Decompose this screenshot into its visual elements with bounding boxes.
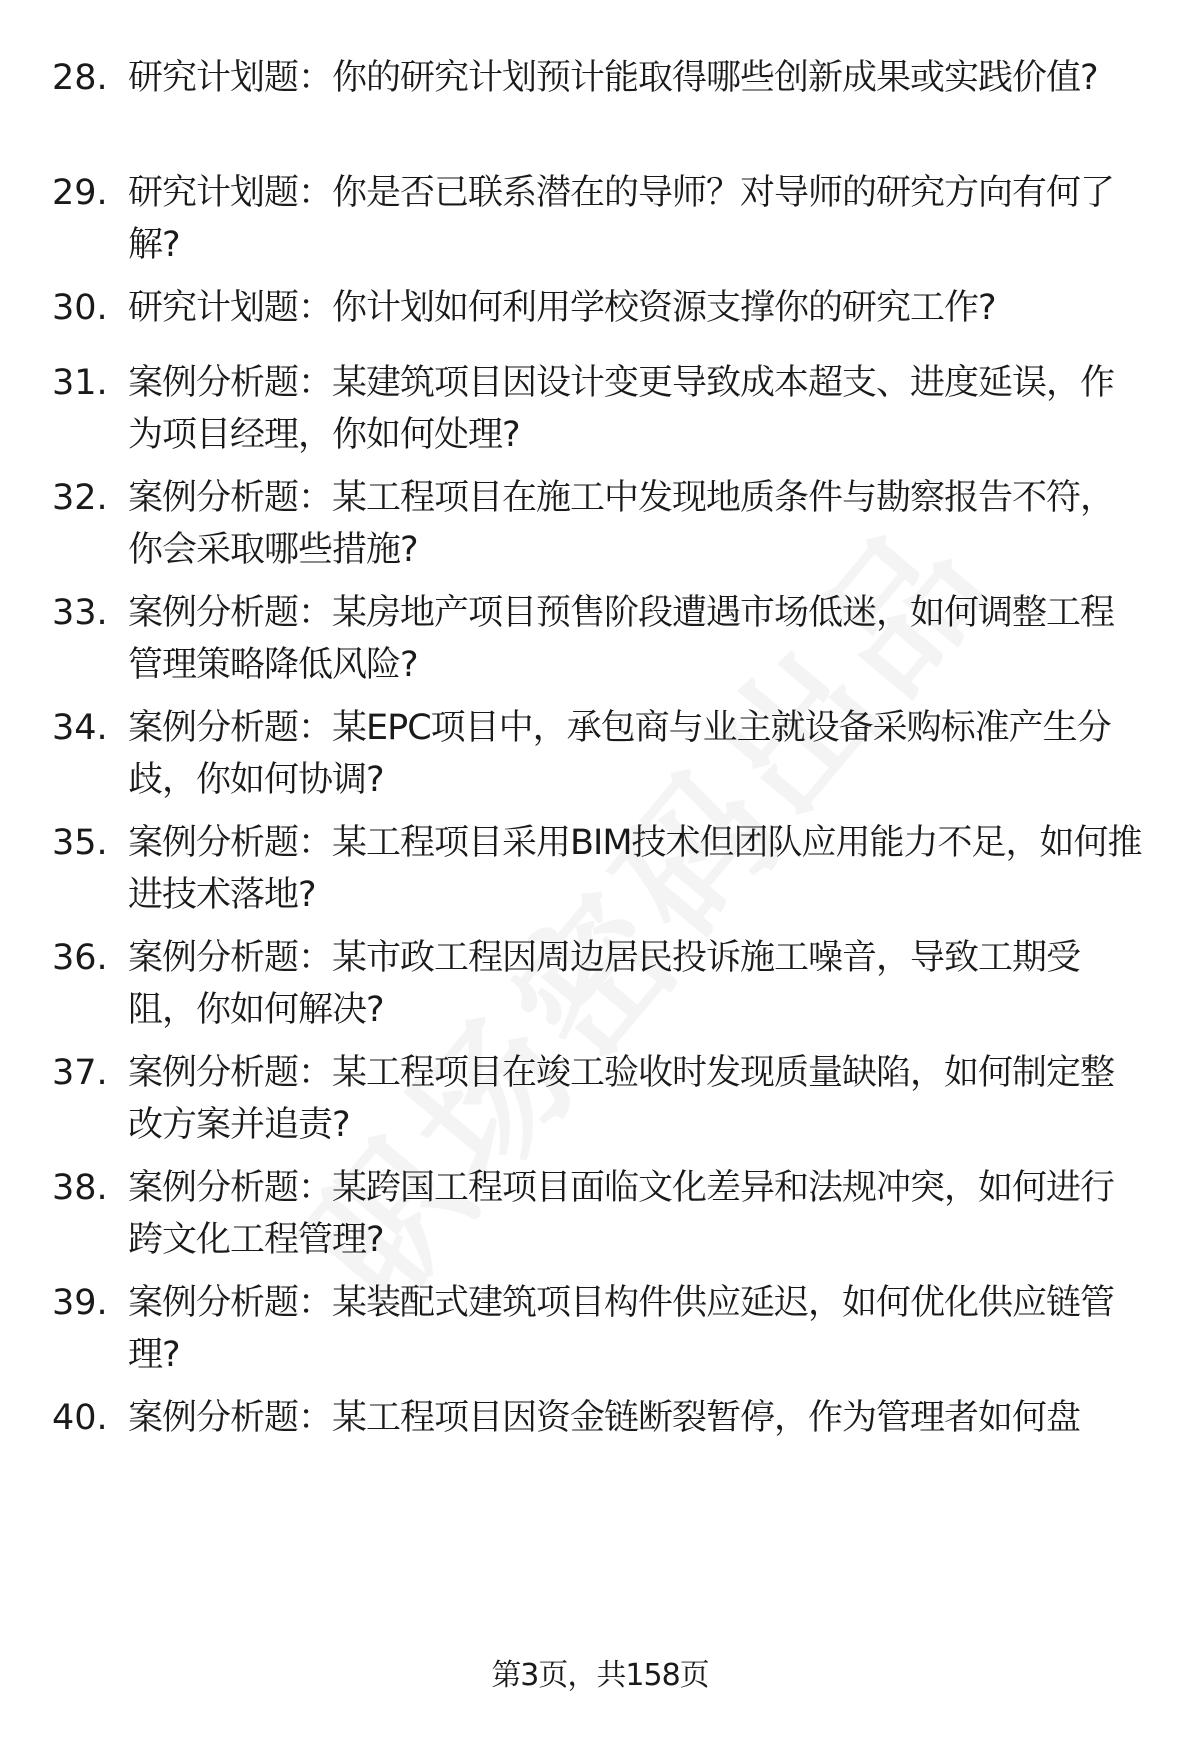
question-text: 案例分析题：某跨国工程项目面临文化差异和法规冲突，如何进行跨文化工程管理? <box>128 1168 1115 1260</box>
question-number: 32. <box>52 478 108 518</box>
question-item-39 <box>0 1277 1200 1397</box>
question-text: 案例分析题：某工程项目在施工中发现地质条件与勘察报告不符，你会采取哪些措施? <box>128 478 1115 570</box>
question-item-34 <box>0 702 1200 822</box>
question-number: 30. <box>52 288 108 328</box>
question-text: 研究计划题：你的研究计划预计能取得哪些创新成果或实践价值? <box>128 58 1098 98</box>
question-item-37 <box>0 1047 1200 1167</box>
question-text: 案例分析题：某装配式建筑项目构件供应延迟，如何优化供应链管理? <box>128 1283 1115 1375</box>
question-number: 34. <box>52 708 108 748</box>
question-item-36 <box>0 932 1200 1052</box>
question-text: 案例分析题：某房地产项目预售阶段遭遇市场低迷，如何调整工程管理策略降低风险? <box>128 593 1115 685</box>
question-text: 研究计划题：你是否已联系潜在的导师？对导师的研究方向有何了解? <box>128 173 1115 265</box>
question-number: 31. <box>52 363 108 403</box>
question-number: 37. <box>52 1053 108 1093</box>
question-item-33 <box>0 587 1200 707</box>
question-text: 案例分析题：某市政工程因周边居民投诉施工噪音，导致工期受阻，你如何解决? <box>128 938 1081 1030</box>
question-item-29 <box>0 167 1200 287</box>
question-item-40 <box>0 1392 1200 1512</box>
question-text: 研究计划题：你计划如何利用学校资源支撑你的研究工作? <box>128 288 996 328</box>
question-number: 35. <box>52 823 108 863</box>
page-footer <box>0 1656 1200 1696</box>
question-item-28 <box>0 52 1200 172</box>
question-number: 28. <box>52 58 108 98</box>
question-text: 案例分析题：某EPC项目中，承包商与业主就设备采购标准产生分歧，你如何协调? <box>128 708 1111 800</box>
page-indicator: 第3页，共158页 <box>491 1658 709 1693</box>
question-text: 案例分析题：某建筑项目因设计变更导致成本超支、进度延误，作为项目经理，你如何处理? <box>128 363 1115 455</box>
question-number: 40. <box>52 1398 108 1438</box>
question-number: 38. <box>52 1168 108 1208</box>
question-text: 案例分析题：某工程项目因资金链断裂暂停，作为管理者如何盘 <box>128 1398 1081 1438</box>
question-item-35 <box>0 817 1200 937</box>
question-text: 案例分析题：某工程项目在竣工验收时发现质量缺陷，如何制定整改方案并追责? <box>128 1053 1115 1145</box>
question-item-38 <box>0 1162 1200 1282</box>
question-text: 案例分析题：某工程项目采用BIM技术但团队应用能力不足，如何推进技术落地? <box>128 823 1142 915</box>
question-number: 29. <box>52 173 108 213</box>
question-item-31 <box>0 357 1200 477</box>
question-number: 33. <box>52 593 108 633</box>
question-number: 36. <box>52 938 108 978</box>
question-number: 39. <box>52 1283 108 1323</box>
question-item-32 <box>0 472 1200 592</box>
